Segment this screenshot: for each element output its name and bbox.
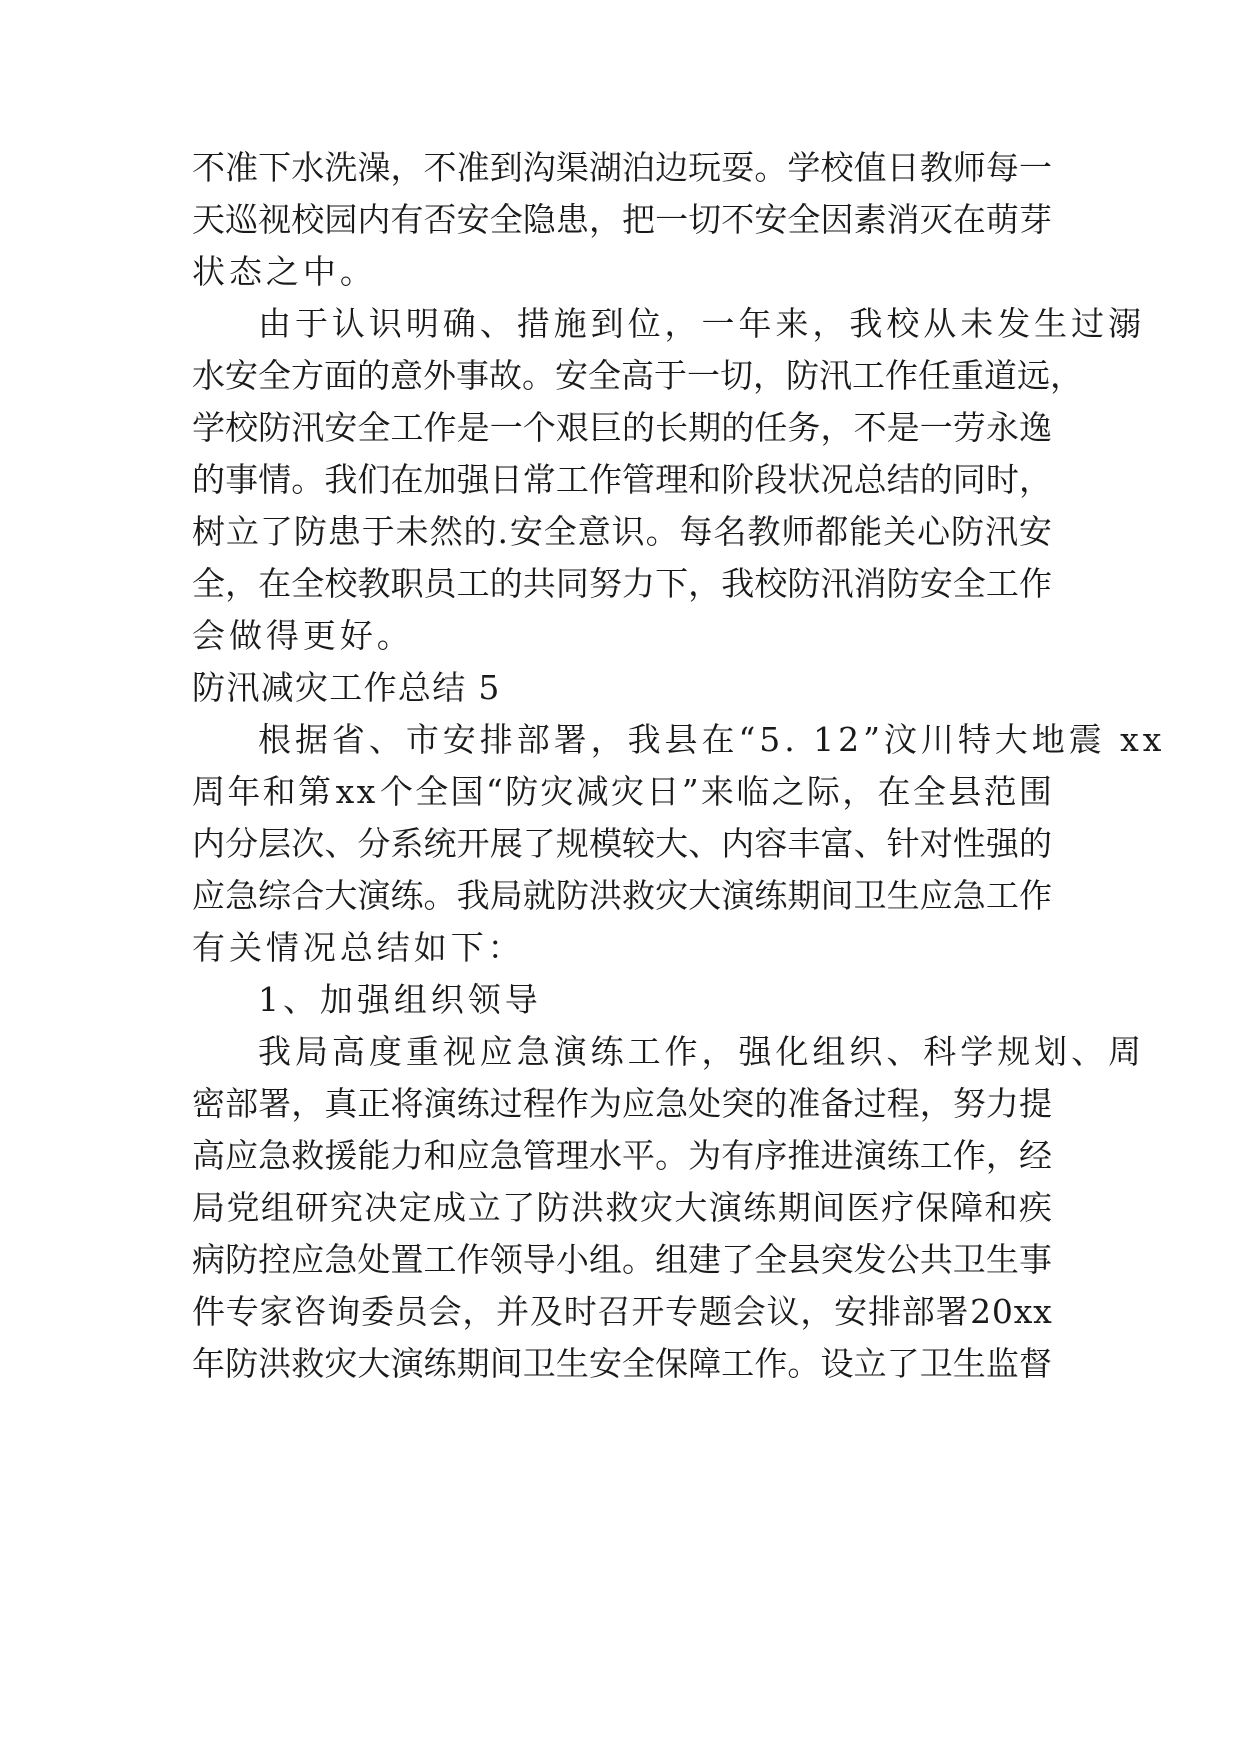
text-line-content: 密 部 署 ， 真 正 将 演 练 过 程 作 为 应 急 处 突 的 准 备 过 程 ， 努 力 提 xyxy=(192,1084,1052,1123)
text-line-content: 年 防 洪 救 灾 大 演 练 期 间 卫 生 安 全 保 障 工 作 。 设 立 了 卫 生 监 督 xyxy=(192,1344,1052,1383)
text-line xyxy=(192,816,1052,872)
text-line xyxy=(192,348,1083,404)
text-line: 有关情况总结如下： xyxy=(192,928,525,967)
paragraph-first-line: 我局高度重视应急演练工作，强化组织、科学规划、周 xyxy=(258,1032,1146,1071)
text-line xyxy=(192,1076,1052,1132)
text-line-content: 内 分 层 次 、 分 系 统 开 展 了 规 模 较 大 、 内 容 丰 富 、 针 对 性 强 的 xyxy=(192,824,1052,863)
text-line-content: 树 立 了 防 患 于 未 然 的 . 安 全 意 识 。 每 名 教 师 都 能 关 心 防 汛 安 xyxy=(192,512,1052,551)
text-line: 状态之中。 xyxy=(192,252,377,291)
text-line-content: 件 专 家 咨 询 委 员 会 ， 并 及 时 召 开 专 题 会 议 ， 安 排 部 署 2 0 x x xyxy=(192,1292,1052,1331)
text-line xyxy=(192,868,1052,924)
text-line xyxy=(192,1336,1052,1392)
text-line xyxy=(192,192,1052,248)
text-line-content: 病 防 控 应 急 处 置 工 作 领 导 小 组 。 组 建 了 全 县 突 发 公 共 卫 生 事 xyxy=(192,1240,1052,1279)
text-line-content: 的 事 情 。 我 们 在 加 强 日 常 工 作 管 理 和 阶 段 状 况 总 结 的 同 时 ， xyxy=(192,460,1052,499)
text-line-content: 应 急 综 合 大 演 练 。 我 局 就 防 洪 救 灾 大 演 练 期 间 卫 生 应 急 工 作 xyxy=(192,876,1052,915)
text-line-content: 高 应 急 救 援 能 力 和 应 急 管 理 水 平 。 为 有 序 推 进 演 练 工 作 ， 经 xyxy=(192,1136,1052,1175)
text-line xyxy=(192,504,1052,560)
paragraph-first-line: 根据省、市安排部署，我县在“5. 12”汶川特大地震 xx xyxy=(258,720,1166,759)
text-line xyxy=(192,1232,1052,1288)
subsection-heading: 1、加强组织领导 xyxy=(258,980,542,1019)
text-line-content: 学 校 防 汛 安 全 工 作 是 一 个 艰 巨 的 长 期 的 任 务 ， 不 是 一 劳 永 逸 xyxy=(192,408,1052,447)
text-line xyxy=(192,452,1052,508)
text-line-content: 水 安 全 方 面 的 意 外 事 故 。 安 全 高 于 一 切 ， 防 汛 工 作 任 重 道 远 ， xyxy=(192,356,1083,395)
text-line: 会做得更好。 xyxy=(192,616,414,655)
text-line-content: 天 巡 视 校 园 内 有 否 安 全 隐 患 ， 把 一 切 不 安 全 因 素 消 灭 在 萌 芽 xyxy=(192,200,1052,239)
text-line xyxy=(192,1180,1052,1236)
text-line xyxy=(192,556,1052,612)
text-line-content: 局 党 组 研 究 决 定 成 立 了 防 洪 救 灾 大 演 练 期 间 医 疗 保 障 和 疾 xyxy=(192,1188,1052,1227)
text-line xyxy=(192,1128,1052,1184)
text-line-content: 周 年 和 第 x x 个 全 国 “ 防 灾 减 灾 日 ” 来 临 之 际 ， 在 全 县 范 围 xyxy=(192,772,1052,811)
text-line-content: 全 ， 在 全 校 教 职 员 工 的 共 同 努 力 下 ， 我 校 防 汛 消 防 安 全 工 作 xyxy=(192,564,1052,603)
text-line xyxy=(192,400,1052,456)
paragraph-first-line: 由于认识明确、措施到位，一年来，我校从未发生过溺 xyxy=(258,304,1146,343)
text-line xyxy=(192,1284,1052,1340)
text-line xyxy=(192,764,1052,820)
section-heading: 防汛减灾工作总结 5 xyxy=(192,668,501,707)
text-line-content: 不 准 下 水 洗 澡 ， 不 准 到 沟 渠 湖 泊 边 玩 耍 。 学 校 值 日 教 师 每 一 xyxy=(192,148,1052,187)
text-line xyxy=(192,140,1052,196)
